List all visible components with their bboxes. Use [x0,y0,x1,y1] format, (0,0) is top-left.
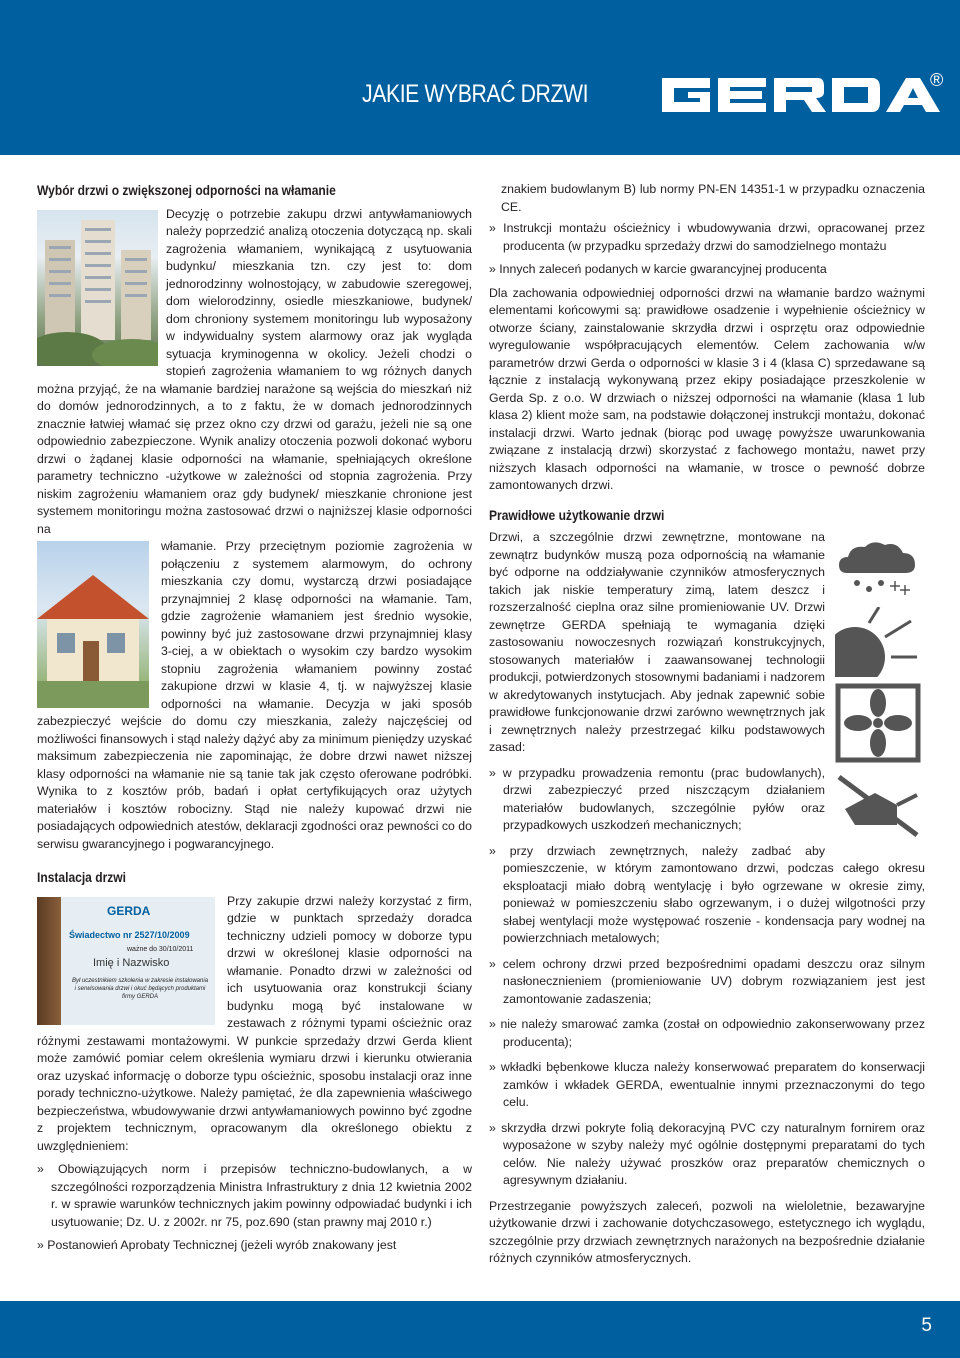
usage-bullet-3: » celem ochrony drzwi przed bezpośrednimi opadami deszczu oraz silnym nasłonecznieniem (promieniowanie UV) dobrym rozwiązaniem jest jest zamontowanie zadaszenia; [489,956,925,1006]
section-heading-burglary: Wybór drzwi o zwiększonej odporności na włamanie [37,182,336,198]
apartment-buildings-photo [37,210,158,366]
registered-mark: ® [930,70,944,90]
installation-bullet-2: » Postanowień Aprobaty Technicznej (jeżeli wyrób znakowany jest [37,1238,397,1252]
page-number: 5 [921,1315,932,1336]
rain-snow-cloud-icon [835,537,921,601]
page-title: JAKIE WYBRAĆ DRZWI [362,80,589,108]
certificate-note: Był uczestnikiem szkolenia w zakresie instalowania i serwisowania drzwi i okuć będących produktami firmy GERDA [71,977,209,1000]
page-footer [0,1301,960,1358]
certificate-valid: ważne do 30/10/2011 [127,945,194,953]
burglary-paragraph-1: Decyzję o potrzebie zakupu drzwi antywłamaniowych należy poprzedzić analizą otoczenia dotyczącą np. skali zagrożenia włamaniem, wynikającą z usytuowania budynku/ mieszkania tzn. czy jest to: dom jednorodzinny wolnostojący, w zabudowie szeregowej, dom wielorodzinny, osiedle mieszkaniowe, budynek/ dom chroniony systemem monitoringu lub wyposażony w indywidualny system alarmowy oraz jak wygląda sytuacja kryminogenna w okolicy. Jeżeli chodzi o stopień zagrożenia włamaniem to wg różnych danych można przyjąć, że na włamanie bardziej narażone są wejścia do mieszkań niż do domów jednorodzinnych, a to z faktu, że w domach jednorodzinnych znacznie łatwiej włamać się przez okno czy drzwi od garażu, jeżeli nie są one odpowiednio zabezpieczone. Wynik analizy otoczenia pozwoli dokonać wyboru drzwi o żądanej klasie odporności na włamanie, spełniających określone parametry techniczno -użytkowe w zależności od stopnia zagrożenia. Przy niskim zagrożeniu włamaniem oraz gdy budynek/ mieszkanie chronione jest systemem monitoringu można zastosować drzwi o najniższej klasie odporności na [37,206,472,536]
house-photo [37,541,149,708]
usage-bullet-5: » wkładki bębenkowe klucza należy konserwować preparatem do konserwacji zamków i wkładek GERDA, ewentualnie innymi przeznaczonymi do tego celu. [489,1060,925,1109]
page-header [0,0,960,155]
installation-paragraph: Przy zakupie drzwi należy korzystać z firm, gdzie w punktach sprzedaży doradca techniczny udzieli pomocy w doborze typu drzwi w określonej klasie odporności na włamanie. Ponadto drzwi w zależności od ich usytuowania oraz konstrukcji ściany budynku mogą być instalowane w zestawach z różnymi typami ościeżnic oraz różnymi zestawami montażowymi. W punkcie sprzedaży drzwi Gerda klient może zamówić pomiar celem określenia wymiaru drzwi i kierunku otwierania oraz uzyskać informację o doborze typu ościeżnic, sposobu instalacji oraz inne porady techniczno-użytkowe. Należy pamiętać, że dla zapewnienia właściwego bezpieczeństwa, wbudowywanie drzwi antywłamaniowych powinno być zgodne z projektem technicznym, opracowanym dla określonego obiektu z uwzględnieniem: [37,893,472,1153]
resistance-paragraph: Dla zachowania odpowiedniej odporności drzwi na włamanie bardzo ważnymi elementami końcowymi są: prawidłowe osadzenie i wypełnienie ościeżnicy w otworze ściany, zainstalowanie skrzydła drzwi i osprzętu oraz odpowiednie wyregulowanie współpracujących elementów. Celem zachowania w/w parametrów drzwi Gerda o odporności w klasie 3 i 4 (klasa C) sprzedawane są łącznie z instalacją wykonywaną przez ekipy posiadające przeszkolenie w Gerda Sp. z o.o. W drzwiach o niższej odporności na włamanie (klasa 1 lub klasa 2) klient może sam, na podstawie dołączonej instrukcji montażu, dokonać instalacji drzwi. Warto jednak (biorąc pod uwagę powyższe uwarunkowania związane z instalacją drzwi) skorzystać z fachowego montażu, nawet przy niższych klasach odporności na włamanie, w trosce o pewność dobrze zamontowanych drzwi. [489,285,925,492]
burglary-paragraph-2: włamanie. Przy przeciętnym poziomie zagrożenia w połączeniu z systemem alarmowym, do ochrony mieszkania czy domu, wystarczą drzwi posiadające przynajmniej 2 klasę odporności na włamanie. Tam, gdzie zagrożenie włamaniem jest średnio wysokie, powinny być już zastosowane drzwi przynajmniej klasy 3-ciej, a w obiektach o wysokim czy bardzo wysokim stopniu zagrożenia włamaniem powinny zostać zakupione drzwi w klasie 4, tj. w najwyższej klasie odporności na włamanie. Decyzja w jaki sposób zabezpieczyć wejście do domu czy mieszkania, zależy najczęściej od możliwości finansowych i stąd należy dążyć aby za minimum pieniędzy uzyskać maksimum zabezpieczenia nie zapominając, że dobre drzwi nawet niższej klasy odporności na włamanie nie są tanie tak jak często oferowane podróbki. Wynika to z kosztów prób, badań i opłat certyfikujących oraz użytych materiałów i kosztów robocizny. Stąd nie należy kupować drzwi nie posiadających odpowiednich atestów, deklaracji zgodności oraz pewności co do serwisu gwarancyjnego i pogwarancyjnego. [37,539,472,851]
no-oiling-icon [835,769,921,839]
certificate-door-strip [37,897,61,1025]
usage-bullet-6: » skrzydła drzwi pokryte folią dekoracyjną PVC czy naturalnym fornirem oraz wyposażone w szyby należy myć ogólnie dostępnymi preparatami do tych celów. Nie należy używać proszków oraz preparatów chemicznych o agresywnym działaniu. [489,1120,925,1187]
installer-certificate-image [37,897,215,1025]
section-heading-usage: Prawidłowe użytkowanie drzwi [489,506,665,523]
usage-bullet-1: » w przypadku prowadzenia remontu (prac budowlanych), drzwi zabezpieczyć przed niszczącym działaniem materiałów budowlanych, szczególnie pyłów oraz przypadkowych uszkodzeń mechanicznych; [489,765,825,832]
usage-paragraph: Drzwi, a szczególnie drzwi zewnętrzne, montowane na zewnątrz budynków muszą poza odpornością na włamanie być odporne na oddziaływanie czynników atmosferycznych takich jak niskie temperatury zimą, latem deszcz i rozszerzalność cieplna oraz silne promieniowanie UV. Drzwi zewnętrze GERDA spełniają te wymagania dzięki zastosowaniu nowoczesnych rozwiązań konstrukcyjnych, stosowanych materiałów i zaawansowanej technologii produkcji, potwierdzonych stosownymi badaniami i nadzorem w akredytowanych instytucjach. Aby jednak zapewnić sobie prawidłowe funkcjonowanie drzwi zarówno wewnętrznych jak i zewnętrznych należy przestrzegać kilku podstawowych zasad: [489,530,825,754]
install-bullet-instruction: » Instrukcji montażu ościeżnicy i wbudowywania drzwi, opracowanej przez producenta (w przypadku sprzedaży drzwi do samodzielnego montażu [489,221,925,253]
sun-icon [835,607,921,677]
certificate-title: Świadectwo nr 2527/10/2009 [69,929,190,940]
left-column [37,176,472,1255]
certificate-name: Imię i Nazwisko [93,956,170,969]
section-heading-installation: Instalacja drzwi [37,869,126,885]
fan-icon [835,683,921,763]
weather-icons [835,537,925,845]
installation-bullet-1: » Obowiązujących norm i przepisów techniczno-budowlanych, a w szczególności rozporządzenia Ministra Infrastruktury z dnia 12 kwietnia 2002 r. w sprawie warunków technicznych jakim powinny odpowiadać budynki i ich usytuowanie; Dz. U. z 2002r. nr 75, poz.690 (stan prawny maj 2010 r.) [37,1162,472,1229]
continued-paragraph: znakiem budowlanym B) lub normy PN-EN 14351-1 w przypadku oznaczenia CE. [501,182,925,214]
right-column [489,176,925,1268]
usage-bullet-4: » nie należy smarować zamka (został on odpowiednio zakonserwowany przez producenta); [489,1017,925,1049]
closing-paragraph: Przestrzeganie powyższych zaleceń, pozwoli na wieloletnie, bezawaryjne użytkowanie drzwi i zachowanie dotychczasowego, estetycznego ich wyglądu, szczególnie przy drzwiach zewnętrznych narażonych na bezpośrednie działanie różnych czynników atmosferycznych. [489,1198,925,1265]
certificate-logo: GERDA [107,903,151,918]
usage-bullet-2: » przy drzwiach zewnętrznych, należy zadbać aby pomieszczenie, w którym zamontowano drzwi, podczas całego okresu eksploatacji miało dobrą wentylację i było ogrzewane w okresie zimy, ponieważ w pomieszczeniu słabo ogrzewanym, i o dużej wilgotności przy słabej wentylacji może występować roszenie - kondensacja pary wodnej na powierzchniach metalowych; [489,843,925,945]
gerda-logo [658,72,940,118]
install-bullet-other: » Innych zaleceń podanych w karcie gwarancyjnej producenta [489,262,827,276]
